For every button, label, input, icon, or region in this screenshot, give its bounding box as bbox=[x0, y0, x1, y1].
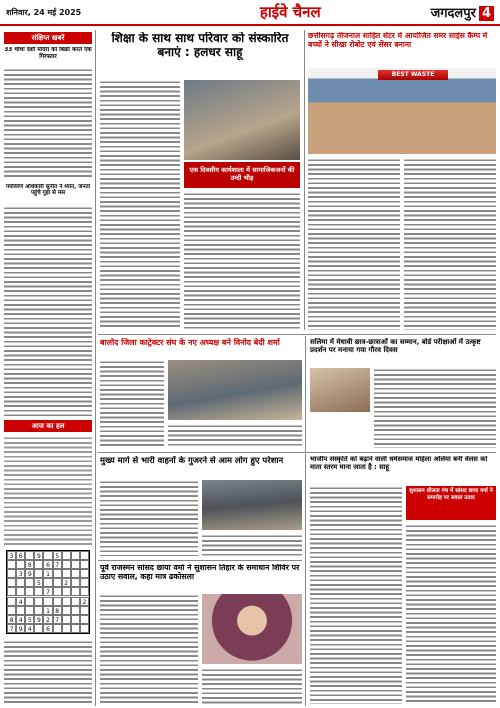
mid-right-body bbox=[374, 368, 496, 448]
sudoku-grid bbox=[6, 550, 90, 634]
sudoku-cell bbox=[53, 587, 62, 596]
sudoku-cell bbox=[80, 551, 89, 560]
sudoku-cell bbox=[62, 569, 71, 578]
sudoku-cell: 2 bbox=[43, 615, 52, 624]
sudoku-cell: 4 bbox=[25, 624, 34, 633]
lead-photo bbox=[184, 80, 300, 160]
text-lines bbox=[100, 360, 164, 448]
sudoku-cell: 4 bbox=[16, 615, 25, 624]
sudoku-cell bbox=[80, 606, 89, 615]
text-lines bbox=[184, 192, 300, 330]
sudoku-cell: 7 bbox=[53, 560, 62, 569]
bottom-main-photo bbox=[202, 480, 302, 530]
text-lines bbox=[4, 436, 92, 546]
column-divider bbox=[95, 30, 96, 706]
page-number: 4 bbox=[479, 6, 494, 21]
mid-right-photo bbox=[310, 368, 370, 412]
highlight-box: सुशासन शीलता मंच में सांसद छाया वर्मा ने समारोह पर सवाल उठाए bbox=[406, 486, 496, 520]
mid-right-headline: सलिमा में मेधावी छात्र-छात्राओं का सम्मान, बोर्ड परीक्षाओं में उत्कृष्ट प्रदर्शन पर मनाया गया गौरव दिवस bbox=[310, 338, 481, 355]
sudoku-cell bbox=[16, 560, 25, 569]
bottom-right-body-col2 bbox=[406, 524, 496, 704]
sudoku-cell bbox=[34, 606, 43, 615]
sudoku-cell: 9 bbox=[25, 569, 34, 578]
mid-headline: बालोद जिला काट्रेक्टर संघ के नए अध्यक्ष बने विनोद बेदी शर्मा bbox=[100, 338, 280, 347]
text-lines bbox=[202, 668, 302, 704]
sudoku-cell bbox=[62, 606, 71, 615]
sudoku-cell bbox=[71, 587, 80, 596]
sudoku-cell: 5 bbox=[53, 551, 62, 560]
sudoku-cell bbox=[62, 615, 71, 624]
sudoku-cell bbox=[25, 551, 34, 560]
sudoku-cell: 4 bbox=[16, 597, 25, 606]
sudoku-cell bbox=[53, 569, 62, 578]
sudoku-cell bbox=[7, 597, 16, 606]
sidebar-story2-headline: पर्यावरण अधिकारी सुनीत ने ध्यान, जनता पहुंचे गुहा से मस bbox=[5, 184, 91, 197]
column-divider bbox=[305, 336, 306, 452]
text-lines bbox=[308, 158, 400, 330]
text-lines bbox=[100, 594, 198, 704]
sudoku-cell bbox=[34, 624, 43, 633]
sudoku-cell bbox=[62, 597, 71, 606]
sudoku-cell: 7 bbox=[43, 587, 52, 596]
sudoku-cell bbox=[34, 560, 43, 569]
bottom-lower-body-col2 bbox=[202, 668, 302, 704]
issue-date: शनिवार, 24 मई 2025 bbox=[6, 7, 82, 17]
sudoku-cell bbox=[71, 624, 80, 633]
sudoku-cell: 9 bbox=[16, 624, 25, 633]
sudoku-cell bbox=[43, 551, 52, 560]
text-lines bbox=[100, 80, 180, 330]
column-divider bbox=[304, 30, 305, 330]
sudoku-cell bbox=[62, 587, 71, 596]
sudoku-cell bbox=[25, 606, 34, 615]
sudoku-cell bbox=[71, 597, 80, 606]
sudoku-cell bbox=[7, 578, 16, 587]
sudoku-cell bbox=[7, 606, 16, 615]
text-lines bbox=[374, 368, 496, 448]
sudoku-cell bbox=[80, 578, 89, 587]
edition-city-label: जगदलपुर bbox=[430, 6, 476, 21]
sudoku-cell bbox=[43, 597, 52, 606]
masthead bbox=[0, 0, 500, 26]
right-top-photo bbox=[308, 68, 496, 154]
right-top-headline: छत्तीसगढ़ तीजनाल साहित सेंटर में आयोजित समर साइंस कैम्प में बच्चों ने सीखा रोबोट एवं सेंसर बनाना bbox=[308, 32, 488, 49]
mid-body-col2 bbox=[168, 424, 302, 448]
text-lines bbox=[406, 524, 496, 704]
sidebar-story1-headline: 33 चौथा देशी मदिरा की बिक्री करते एक गिरफ्तार bbox=[4, 47, 92, 60]
text-lines bbox=[168, 424, 302, 448]
bottom-main-body-col1 bbox=[100, 480, 198, 556]
sidebar-bottom-body bbox=[4, 640, 92, 704]
sudoku-cell bbox=[62, 624, 71, 633]
sudoku-cell bbox=[80, 587, 89, 596]
lead-body-col2 bbox=[184, 192, 300, 330]
sudoku-cell bbox=[71, 606, 80, 615]
sudoku-cell bbox=[16, 578, 25, 587]
text-lines bbox=[202, 534, 302, 556]
sudoku-cell: 3 bbox=[7, 551, 16, 560]
column-divider bbox=[305, 454, 306, 706]
sudoku-cell: 6 bbox=[16, 551, 25, 560]
text-lines bbox=[404, 158, 496, 330]
sudoku-cell bbox=[71, 569, 80, 578]
sudoku-cell: 8 bbox=[53, 606, 62, 615]
lower-portrait-photo bbox=[202, 594, 302, 664]
sudoku-cell bbox=[25, 578, 34, 587]
sudoku-cell: 1 bbox=[43, 606, 52, 615]
mid-photo bbox=[168, 360, 302, 420]
photo-banner: BEST WASTE bbox=[378, 70, 448, 80]
sudoku-cell: 7 bbox=[53, 615, 62, 624]
sudoku-cell: 3 bbox=[16, 569, 25, 578]
text-lines bbox=[100, 480, 198, 556]
sudoku-cell bbox=[7, 569, 16, 578]
sudoku-cell bbox=[53, 597, 62, 606]
lead-inset-box: एक दिवसीय कार्यशाला में सामाजिकजनों की उम्दी भीड़ bbox=[184, 162, 300, 188]
sudoku-cell bbox=[71, 578, 80, 587]
sudoku-cell bbox=[71, 551, 80, 560]
sudoku-cell bbox=[43, 578, 52, 587]
sudoku-cell: 1 bbox=[43, 569, 52, 578]
text-lines bbox=[4, 68, 92, 180]
lead-body-col1 bbox=[100, 80, 180, 330]
bottom-lower-body-col1 bbox=[100, 594, 198, 704]
sudoku-cell bbox=[34, 587, 43, 596]
sudoku-cell bbox=[25, 597, 34, 606]
sudoku-cell bbox=[62, 560, 71, 569]
section-divider bbox=[98, 334, 496, 335]
text-lines bbox=[4, 206, 92, 416]
sudoku-cell bbox=[7, 560, 16, 569]
edition-city bbox=[431, 3, 500, 21]
sudoku-cell bbox=[34, 569, 43, 578]
sudoku-cell bbox=[16, 606, 25, 615]
bottom-right-headline: भाजीप संस्कृति को बढ़ाने वाली धर्मसमाज महिला अलिया बनी वेलस को माता स्तरम माना जाता है : साहू bbox=[310, 456, 488, 471]
sudoku-cell: 9 bbox=[34, 551, 43, 560]
mid-body-col1 bbox=[100, 360, 164, 448]
section-divider bbox=[98, 452, 496, 453]
lead-headline: शिक्षा के साथ साथ परिवार को संस्कारित बनाएं : हलधर साहू bbox=[111, 32, 289, 59]
puzzle-title: आज का हल bbox=[4, 420, 92, 432]
sudoku-cell: 9 bbox=[34, 615, 43, 624]
bottom-main-body-col2 bbox=[202, 534, 302, 556]
sidebar-title: संक्षिप्त खबरें bbox=[4, 32, 92, 44]
sudoku-cell bbox=[34, 597, 43, 606]
section-divider bbox=[98, 560, 302, 561]
sudoku-cell bbox=[80, 560, 89, 569]
sudoku-cell bbox=[62, 551, 71, 560]
sudoku-cell bbox=[7, 587, 16, 596]
sidebar-story2-body bbox=[4, 206, 92, 416]
sudoku-cell: 7 bbox=[7, 624, 16, 633]
sudoku-cell: 6 bbox=[43, 624, 52, 633]
sudoku-cell bbox=[25, 587, 34, 596]
sudoku-cell bbox=[71, 615, 80, 624]
bottom-lower-headline: पूर्व राजस्मन सांसद छाया वर्मा ने सुशासन तिहार के समाधान शिविर पर उठाए सवाल, कहा मात्र ढकोसला bbox=[100, 564, 300, 581]
text-lines bbox=[4, 640, 92, 704]
puzzle-instructions bbox=[4, 436, 92, 546]
sudoku-cell: 8 bbox=[7, 615, 16, 624]
sudoku-cell bbox=[80, 569, 89, 578]
sudoku-cell: 6 bbox=[43, 560, 52, 569]
sudoku-cell bbox=[53, 578, 62, 587]
text-lines bbox=[310, 486, 402, 704]
sudoku-cell: 8 bbox=[25, 560, 34, 569]
sudoku-cell bbox=[16, 587, 25, 596]
bottom-right-body-col1 bbox=[310, 486, 402, 704]
sudoku-cell: 2 bbox=[62, 578, 71, 587]
sudoku-cell: 5 bbox=[25, 615, 34, 624]
sudoku-cell bbox=[80, 624, 89, 633]
sudoku-cell: 2 bbox=[80, 597, 89, 606]
bottom-main-headline: मुख्य मार्ग से भारी वाहनों के गुजरने से आम लोग हुए परेशान bbox=[100, 456, 284, 465]
newspaper-name: हाईवे चैनल bbox=[259, 3, 321, 21]
sudoku-cell bbox=[53, 624, 62, 633]
right-top-body-col1 bbox=[308, 158, 400, 330]
sudoku-cell bbox=[71, 560, 80, 569]
sudoku-cell: 5 bbox=[34, 578, 43, 587]
right-top-body-col2 bbox=[404, 158, 496, 330]
sidebar-story1-body bbox=[4, 68, 92, 180]
sudoku-cell bbox=[80, 615, 89, 624]
